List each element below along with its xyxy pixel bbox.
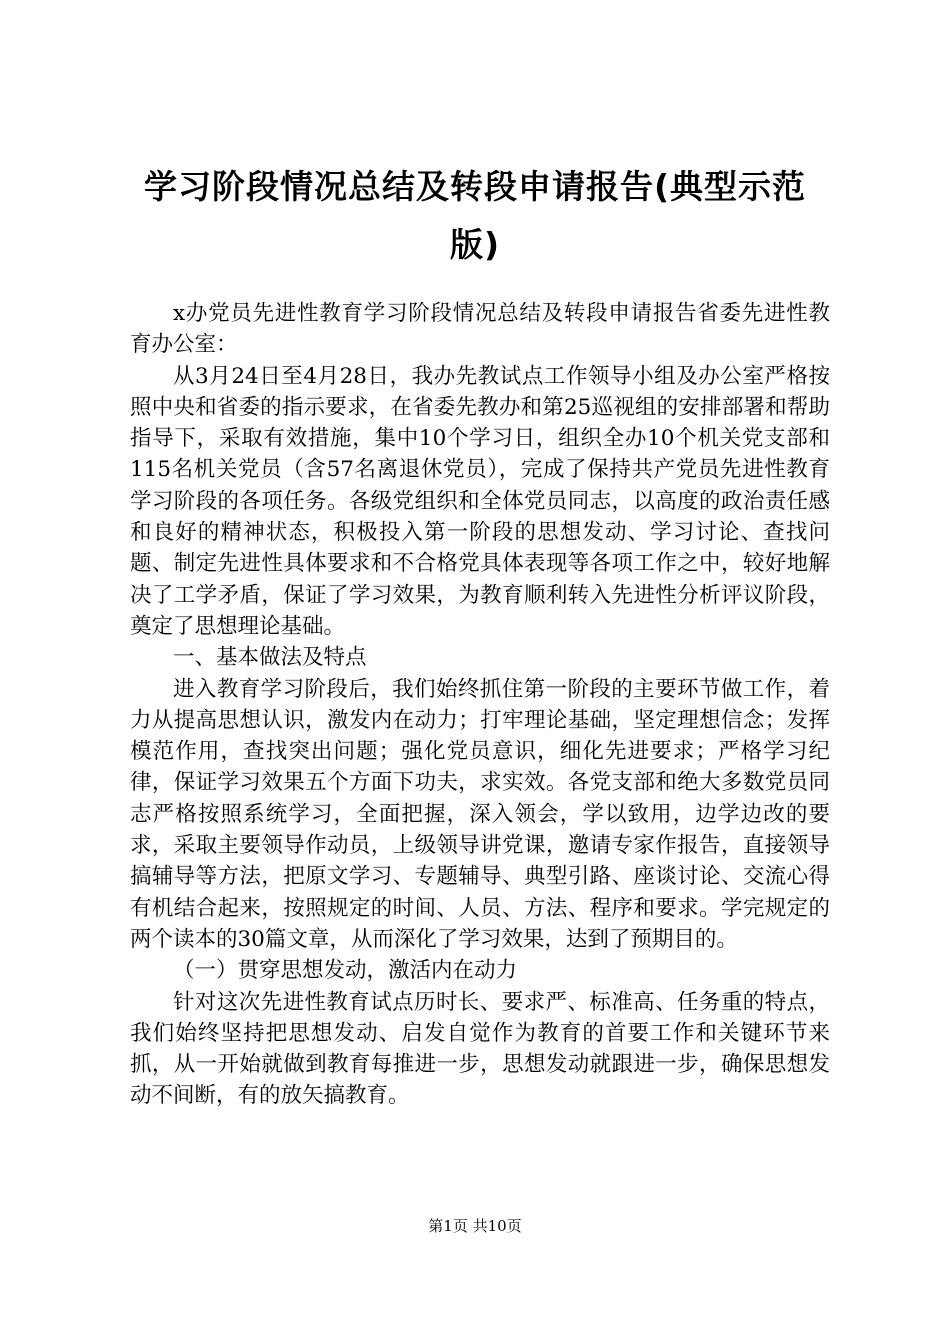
section-heading-basic-practices: 一、基本做法及特点 xyxy=(173,645,367,671)
paragraph-salutation: x办党员先进性教育学习阶段情况总结及转段申请报告省委先进性教育办公室： xyxy=(130,301,830,358)
paragraph-practices: 进入教育学习阶段后，我们始终抓住第一阶段的主要环节做工作，着力从提高思想认识，激发内在动力；打牢理论基础，坚定理想信念；发挥模范作用，查找突出问题；强化党员意识，细化先进要求；严格学习纪律，保证学习效果五个方面下功夫，求实效。各党支部和绝大多数党员同志严格按照系统学习，全面把握，深入领会，学以致用，边学边改的要求，采取主要领导作动员，上级领导讲党课，邀请专家作报告，直接领导搞辅导等方法，把原文学习、专题辅导、典型引路、座谈讨论、交流心得有机结合起来，按照规定的时间、人员、方法、程序和要求。学完规定的两个读本的30篇文章，从而深化了学习效果，达到了预期目的。 xyxy=(130,676,830,952)
paragraph-intro: 从3月24日至4月28日，我办先教试点工作领导小组及办公室严格按照中央和省委的指示要求，在省委先教办和第25巡视组的安排部署和帮助指导下，采取有效措施，集中10个学习日，组织全办10个机关党支部和115名机关党员（含57名离退休党员），完成了保持共产党员先进性教育学习阶段的各项任务。各级党组织和全体党员同志，以高度的政治责任感和良好的精神状态，积极投入第一阶段的思想发动、学习讨论、查找问题、制定先进性具体要求和不合格党具体表现等各项工作之中，较好地解决了工学矛盾，保证了学习效果，为教育顺利转入先进性分析评议阶段，奠定了思想理论基础。 xyxy=(130,363,830,639)
document-body xyxy=(130,298,830,1112)
document-title: 学习阶段情况总结及转段申请报告(典型示范版) xyxy=(143,167,807,264)
subsection-heading-1: （一）贯穿思想发动，激活内在动力 xyxy=(173,958,518,984)
paragraph-mobilization: 针对这次先进性教育试点历时长、要求严、标准高、任务重的特点，我们始终坚持把思想发动、启发自觉作为教育的首要工作和关键环节来抓，从一开始就做到教育每推进一步，思想发动就跟进一步，确保思想发动不间断，有的放矢搞教育。 xyxy=(130,989,830,1109)
page-number-footer: 第1页 共10页 xyxy=(428,1217,522,1235)
